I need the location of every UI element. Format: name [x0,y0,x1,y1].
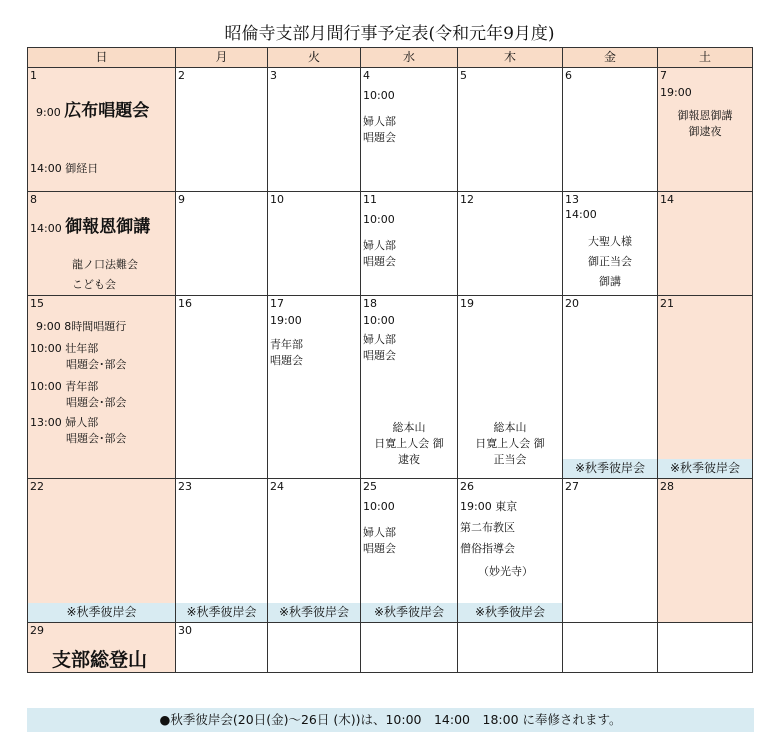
event-text: 御講 [599,275,621,288]
calendar-table [27,47,753,673]
higan-band: ※秋季彼岸会 [176,603,267,622]
day-number: 17 [270,297,284,310]
day-cell-7 [658,68,753,192]
event-text: 青年部 [270,338,303,351]
event-time: 10:00 [363,500,395,513]
event-text: 唱題会･部会 [66,432,127,445]
event-text: 唱題会 [363,542,396,555]
event-text: 唱題会 [363,349,396,362]
weekday-sat: 土 [658,48,753,68]
day-cell-15 [28,296,176,479]
day-number: 1 [30,69,37,82]
day-number: 11 [363,193,377,206]
day-number: 13 [565,193,579,206]
day-number: 8 [30,193,37,206]
day-number: 15 [30,297,44,310]
event-text: 9:00 8時間唱題行 [36,320,127,333]
footer-note: ●秋季彼岸会(20日(金)～26日 (木))は、10:00 14:00 18:00 に奉修されます。 [27,708,754,732]
week-row [28,479,753,623]
event-text: 総本山 [493,421,527,434]
day-cell-empty [658,623,753,673]
week-row [28,68,753,192]
day-number: 29 [30,624,44,637]
day-number: 14 [660,193,674,206]
event-time: 10:00 [363,314,395,327]
day-number: 28 [660,480,674,493]
weekday-tue: 火 [268,48,361,68]
day-number: 25 [363,480,377,493]
day-cell-13 [563,192,658,296]
day-number: 3 [270,69,277,82]
day-cell-empty [563,623,658,673]
event-text: 龍ノ口法難会 [72,258,138,271]
event-text: 10:00 青年部 [30,380,99,393]
event-text: 御正当会 [588,255,632,268]
day-cell-29 [28,623,176,673]
day-number: 22 [30,480,44,493]
event-text: 総本山 [392,421,426,434]
weekday-wed: 水 [361,48,458,68]
event-time: 14:00 [565,208,597,221]
event-text: 10:00 壮年部 [30,342,99,355]
event-text: 19:00 東京 [460,500,518,513]
event-text: 婦人部 [363,239,396,252]
event-text: こども会 [72,278,116,291]
day-number: 19 [460,297,474,310]
day-cell-19 [458,296,563,479]
day-cell-22 [28,479,176,623]
event-text: 御報恩御講 [677,109,733,122]
weekday-sun: 日 [28,48,176,68]
weekday-mon: 月 [176,48,268,68]
day-number: 21 [660,297,674,310]
day-cell-empty [361,623,458,673]
day-number: 4 [363,69,370,82]
higan-band: ※秋季彼岸会 [563,459,657,478]
day-cell-9 [176,192,268,296]
event-title: 広布唱題会 [64,101,150,121]
day-cell-4 [361,68,458,192]
day-cell-1 [28,68,176,192]
day-cell-10 [268,192,361,296]
day-cell-24 [268,479,361,623]
day-number: 30 [178,624,192,637]
day-number: 12 [460,193,474,206]
event-time: 19:00 [660,86,692,99]
event-text: 婦人部 [363,115,396,128]
day-number: 6 [565,69,572,82]
day-number: 9 [178,193,185,206]
event-title: 支部総登山 [52,649,148,671]
day-cell-26 [458,479,563,623]
day-number: 20 [565,297,579,310]
day-cell-20 [563,296,658,479]
day-cell-2 [176,68,268,192]
event-text: 御逮夜 [688,125,722,138]
day-cell-11 [361,192,458,296]
event-text: 僧俗指導会 [460,542,515,555]
page-title: 昭倫寺支部月間行事予定表(令和元年9月度) [224,24,555,44]
day-number: 27 [565,480,579,493]
week-row [28,623,753,673]
weekday-fri: 金 [563,48,658,68]
day-cell-28 [658,479,753,623]
week-row [28,296,753,479]
event-time: 10:00 [363,89,395,102]
day-number: 16 [178,297,192,310]
event-time: 14:00 [30,222,62,235]
day-cell-empty [268,623,361,673]
day-cell-8 [28,192,176,296]
day-cell-23 [176,479,268,623]
event-text: 唱題会･部会 [66,396,127,409]
day-cell-empty [458,623,563,673]
day-cell-16 [176,296,268,479]
day-cell-14 [658,192,753,296]
event-time: 9:00 [36,106,61,119]
event-text: 大聖人様 [588,235,632,248]
event-text: 日寛上人会 御 [374,437,444,450]
weekday-thu: 木 [458,48,563,68]
event-text: 婦人部 [363,526,396,539]
day-number: 24 [270,480,284,493]
event-text: 唱題会･部会 [66,358,127,371]
day-cell-18 [361,296,458,479]
event-text: 婦人部 [363,333,396,346]
day-cell-30 [176,623,268,673]
day-cell-6 [563,68,658,192]
higan-band: ※秋季彼岸会 [361,603,457,622]
event-text: （妙光寺） [478,565,533,578]
event-text: 正当会 [493,453,527,466]
event-time: 19:00 [270,314,302,327]
day-cell-5 [458,68,563,192]
weekday-header-row [28,48,753,68]
day-cell-25 [361,479,458,623]
event-text: 逮夜 [398,453,420,466]
event-text: 唱題会 [270,354,303,367]
day-number: 5 [460,69,467,82]
day-cell-27 [563,479,658,623]
day-cell-3 [268,68,361,192]
higan-band: ※秋季彼岸会 [268,603,360,622]
higan-band: ※秋季彼岸会 [658,459,752,478]
day-number: 18 [363,297,377,310]
higan-band: ※秋季彼岸会 [28,603,175,622]
event-text: 14:00 御経日 [30,162,99,175]
week-row [28,192,753,296]
event-text: 第二布教区 [460,521,515,534]
event-text: 13:00 婦人部 [30,416,99,429]
day-cell-21 [658,296,753,479]
higan-band: ※秋季彼岸会 [458,603,562,622]
day-number: 23 [178,480,192,493]
event-title: 御報恩御講 [65,217,151,237]
day-cell-17 [268,296,361,479]
event-time: 10:00 [363,213,395,226]
event-text: 唱題会 [363,255,396,268]
day-number: 10 [270,193,284,206]
day-number: 26 [460,480,474,493]
day-cell-12 [458,192,563,296]
event-text: 日寛上人会 御 [475,437,545,450]
day-number: 7 [660,69,667,82]
event-text: 唱題会 [363,131,396,144]
day-number: 2 [178,69,185,82]
